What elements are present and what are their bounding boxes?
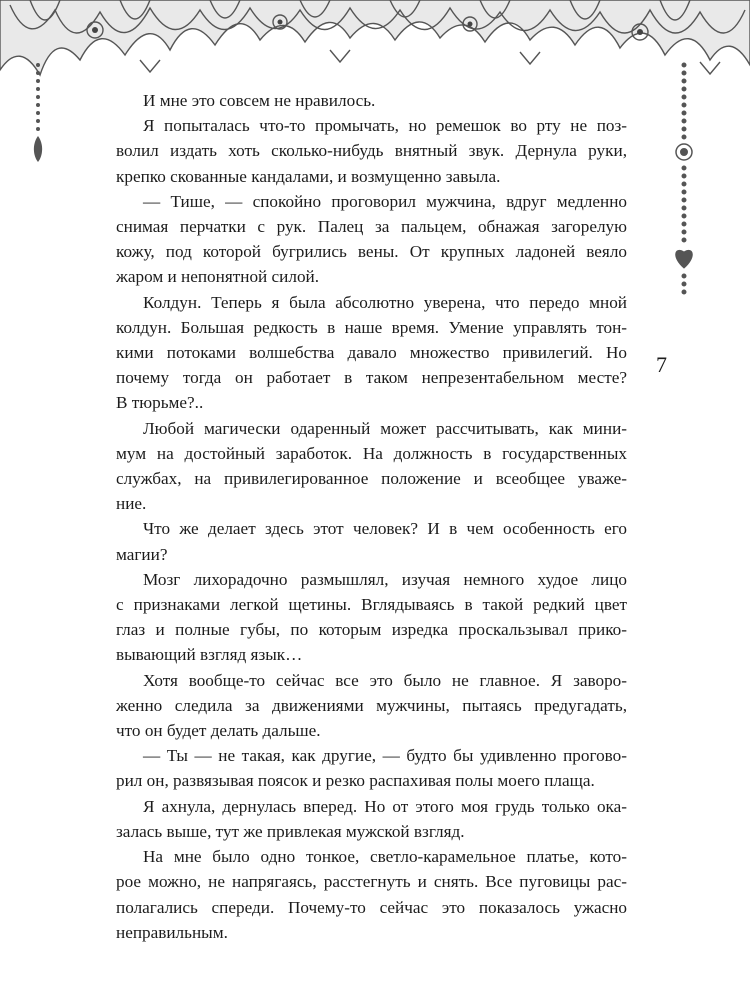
text-line: магии? — [116, 544, 168, 564]
text-line: Я попыталась что-то промычать, но ремешок во рту не поз- — [143, 116, 627, 136]
text-line: мум на достойный заработок. На должность в государственных — [116, 443, 627, 463]
text-line: службах, на привилегированное положение и всеобщее уваже- — [116, 469, 627, 489]
right-bead-chain — [672, 60, 696, 300]
text-line: В тюрьме?.. — [116, 393, 204, 413]
text-line: ние. — [116, 494, 147, 514]
text-line: глаз и полные губы, по которым изредка проскальзывал прико- — [116, 620, 627, 640]
text-line: с признаками легкой щетины. Вглядываясь в такой редкий цвет — [116, 595, 627, 615]
text-line: почему тогда он работает в таком непрезентабельном месте? — [116, 368, 627, 388]
text-line: что он будет делать дальше. — [116, 721, 321, 741]
text-line: полагались спереди. Почему-то сейчас это показалось ужасно — [116, 897, 627, 917]
left-bead-chain — [30, 60, 46, 170]
text-line: Колдун. Теперь я была абсолютно уверена, что передо мной — [143, 292, 627, 312]
text-line: рил он, развязывая поясок и резко распахивая полы моего плаща. — [116, 771, 595, 791]
text-line: — Тише, — спокойно проговорил мужчина, вдруг медленно — [143, 191, 627, 211]
text-line: рое можно, не напрягаясь, расстегнуть и снять. Все пуговицы рас- — [116, 872, 627, 892]
text-line: кими потоками волшебства давало множество привилегий. Но — [116, 343, 627, 363]
text-line: жаром и непонятной силой. — [116, 267, 320, 287]
text-line: кожу, под которой бугрились вены. От крупных ладоней веяло — [116, 242, 627, 262]
text-line: Мозг лихорадочно размышлял, изучая немного худое лицо — [143, 569, 627, 589]
text-line: неправильным. — [116, 922, 228, 942]
text-line: — Ты — не такая, как другие, — будто бы удивленно прогово- — [143, 746, 627, 766]
text-line: вывающий взгляд язык… — [116, 645, 303, 665]
page-number: 7 — [656, 352, 667, 377]
text-line: Любой магически одаренный может рассчитывать, как мини- — [143, 418, 627, 438]
text-line: крепко скованные кандалами, и возмущенно завыла. — [116, 166, 501, 186]
text-line: И мне это совсем не нравилось. — [143, 91, 376, 110]
text-line: залась выше, тут же привлекая мужской взгляд. — [116, 821, 465, 841]
text-line: На мне было одно тонкое, светло-карамельное платье, кото- — [143, 847, 627, 867]
lace-ornament-border — [0, 0, 750, 95]
text-line: снимая перчатки с рук. Палец за пальцем, обнажая загорелую — [116, 217, 627, 237]
text-line: Что же делает здесь этот человек? И в чем особенность его — [143, 519, 627, 539]
text-line: Я ахнула, дернулась вперед. Но от этого моя грудь только ока- — [143, 796, 627, 816]
text-line: колдун. Большая редкость в наше время. Умение управлять тон- — [116, 317, 627, 337]
text-line: женно следила за движениями мужчины, пытаясь предугадать, — [116, 695, 627, 715]
text-line: Хотя вообще-то сейчас все это было не главное. Я заворо- — [143, 670, 627, 690]
text-line: волил издать хоть сколько-нибудь внятный звук. Дернула руки, — [116, 141, 627, 161]
body-text — [116, 88, 627, 945]
